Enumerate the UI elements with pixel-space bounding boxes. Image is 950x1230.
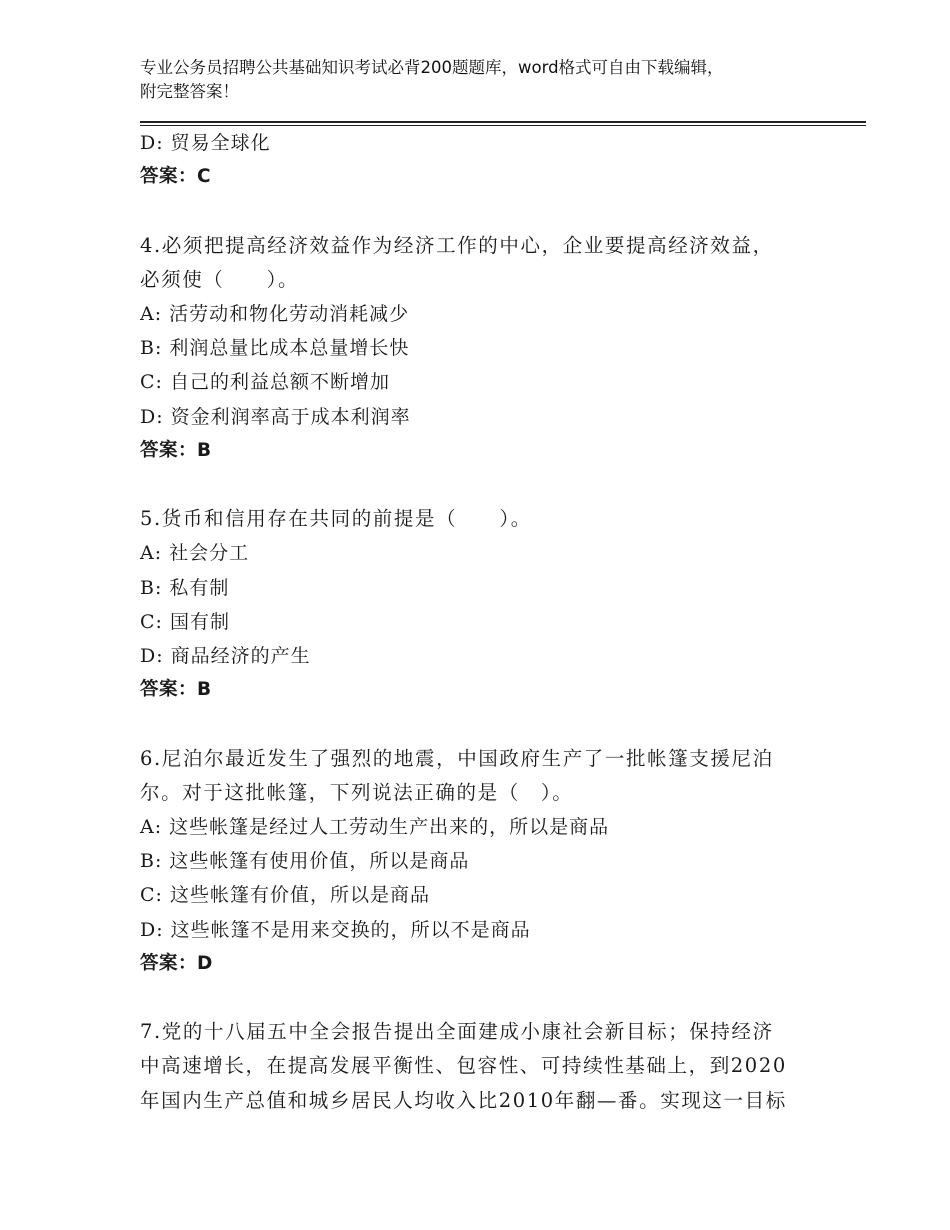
option-a: A: 社会分工 xyxy=(140,542,250,565)
option-b: B: 私有制 xyxy=(140,576,230,599)
answer-label: 答案：B xyxy=(140,679,212,701)
option-a: A: 活劳动和物化劳动消耗减少 xyxy=(140,303,410,325)
question-stem: 尔。对于这批帐篷，下列说法正确的是（ ）。 xyxy=(140,780,574,804)
option-d: D: 贸易全球化 xyxy=(140,132,271,154)
answer-label: 答案：D xyxy=(140,952,213,974)
question-stem: 5.货币和信用存在共同的前提是（ ）。 xyxy=(140,507,532,531)
option-b: B: 利润总量比成本总量增长快 xyxy=(140,337,410,360)
spacer xyxy=(140,194,820,228)
spacer xyxy=(140,468,820,502)
answer-label: 答案：C xyxy=(140,166,212,188)
spacer xyxy=(140,707,820,741)
header-rule-thick xyxy=(140,121,866,123)
question-stem: 7.党的十八届五中全会报告提出全面建成小康社会新目标；保持经济 xyxy=(140,1020,774,1044)
option-c: C: 这些帐篷有价值，所以是商品 xyxy=(140,884,430,907)
question-list xyxy=(140,126,820,1118)
question-4 xyxy=(140,229,820,468)
question-6 xyxy=(140,742,820,981)
question-5 xyxy=(140,502,820,707)
header-line-2: 附完整答案！ xyxy=(140,82,239,101)
option-c: C: 自己的利益总额不断增加 xyxy=(140,371,390,394)
question-7 xyxy=(140,1015,820,1118)
question-stem: 年国内生产总值和城乡居民人均收入比2010年翻—番。实现这一目标 xyxy=(140,1088,787,1112)
question-stem: 必须使（ ）。 xyxy=(140,267,300,291)
question-3-tail xyxy=(140,126,820,194)
question-stem: 4.必须把提高经济效益作为经济工作的中心，企业要提高经济效益， xyxy=(140,233,774,257)
header-line-1: 专业公务员招聘公共基础知识考试必背200题题库，word格式可自由下载编辑， xyxy=(140,58,724,77)
option-b: B: 这些帐篷有使用价值，所以是商品 xyxy=(140,850,470,873)
page-header xyxy=(140,56,820,104)
option-d: D: 这些帐篷不是用来交换的，所以不是商品 xyxy=(140,918,531,941)
option-c: C: 国有制 xyxy=(140,610,230,633)
answer-label: 答案：B xyxy=(140,439,212,461)
question-stem: 6.尼泊尔最近发生了强烈的地震，中国政府生产了一批帐篷支援尼泊 xyxy=(140,746,774,770)
option-d: D: 资金利润率高于成本利润率 xyxy=(140,405,411,428)
spacer xyxy=(140,981,820,1015)
option-a: A: 这些帐篷是经过人工劳动生产出来的，所以是商品 xyxy=(140,816,610,839)
question-stem: 中高速增长，在提高发展平衡性、包容性、可持续性基础上，到2020 xyxy=(140,1054,787,1078)
option-d: D: 商品经济的产生 xyxy=(140,645,311,668)
